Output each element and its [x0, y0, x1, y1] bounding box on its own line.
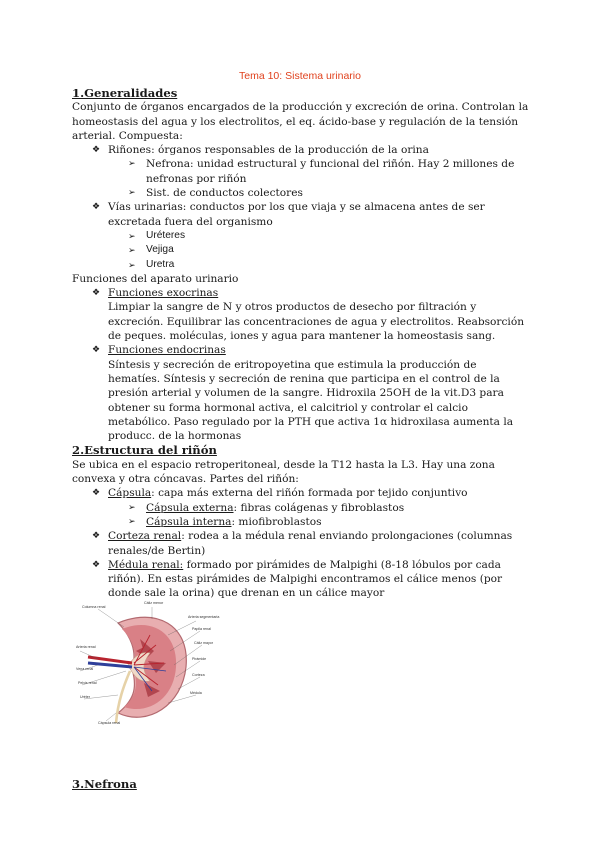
exocrinas-text: Limpiar la sangre de N y otros productos de desecho por filtración y excreción. Equilibrar las concentraciones de agua y electrolitos. Reabsorción de peques. moléculas, iones y agua para mantener la homeostasis sang.: [108, 301, 525, 343]
list-item: [72, 343, 532, 357]
diamond-bullet-icon: ❖: [92, 288, 101, 299]
list-item: [72, 258, 532, 272]
figure-label: Vena renal: [76, 666, 94, 671]
diamond-bullet-icon: ❖: [92, 202, 101, 213]
list-item: [72, 486, 532, 500]
arrow-bullet-icon: ➢: [128, 245, 136, 256]
figure-label: Arteria segmentaria: [188, 614, 220, 619]
diamond-bullet-icon: ❖: [92, 145, 101, 156]
figure-label: Cáliz menor: [144, 600, 164, 605]
figure-label: Pelvis renal: [78, 680, 97, 685]
endocrinas-label: Funciones endocrinas: [108, 344, 226, 357]
section-1-heading: 1.Generalidades: [72, 86, 178, 100]
vias-urinarias-text: Vías urinarias: conductos por los que viaja y se almacena antes de ser excretada fuera del organismo: [108, 201, 485, 228]
rinones-text: Riñones: órganos responsables de la producción de la orina: [108, 144, 429, 157]
arrow-bullet-icon: ➢: [128, 516, 136, 527]
section-2-intro: Se ubica en el espacio retroperitoneal, desde la T12 hasta la L3. Hay una zona convexa y otra cóncavas. Partes del riñón:: [72, 458, 495, 486]
arrow-bullet-icon: ➢: [128, 259, 136, 270]
diamond-bullet-icon: ❖: [92, 345, 101, 356]
arrow-bullet-icon: ➢: [128, 188, 136, 199]
spacer: [72, 729, 532, 777]
capsula-text: : capa más externa del riñón formada por tejido conjuntivo: [151, 487, 468, 500]
capsula-externa-text: : fibras colágenas y fibroblastos: [233, 501, 405, 514]
capsula-label: Cápsula: [108, 487, 152, 500]
figure-label: Uréter: [80, 694, 90, 699]
figure-label: Papila renal: [192, 626, 211, 631]
section-1-intro: Conjunto de órganos encargados de la producción y excreción de orina. Controlan la homeostasis del agua y los electrolitos, el eq. ácido-base y regulación de la tensión arterial. Compuesta:: [72, 101, 529, 142]
colectores-text: Sist. de conductos colectores: [146, 187, 303, 200]
list-item: [72, 501, 532, 515]
figure-label: Corteza: [192, 672, 205, 677]
list-item: [72, 243, 532, 257]
medula-text: formado por pirámides de Malpighi (8-18 lóbulos por cada riñón). En estas pirámides de Malpighi encontramos el cálice menos (por donde sale la orina) que drenan en un cálice mayor: [108, 558, 503, 600]
vejiga-text: Vejiga: [146, 244, 174, 256]
corteza-label: Corteza renal: [108, 530, 182, 543]
section-3-heading: 3.Nefrona: [72, 776, 137, 791]
kidney-illustration: [78, 605, 228, 729]
figure-label: Cápsula renal: [98, 720, 121, 725]
list-item: [72, 286, 532, 300]
section-2-heading: 2.Estructura del riñón: [72, 443, 217, 458]
exocrinas-label: Funciones exocrinas: [108, 287, 219, 300]
capsula-externa-label: Cápsula externa: [146, 501, 234, 514]
list-item: [72, 558, 532, 601]
list-item: [72, 229, 532, 243]
nefrona-text: Nefrona: unidad estructural y funcional del riñón. Hay 2 millones de nefronas por riñón: [146, 158, 515, 185]
figure-label: Cáliz mayor: [194, 640, 213, 645]
arrow-bullet-icon: ➢: [128, 159, 136, 170]
list-item: [72, 200, 532, 229]
diamond-bullet-icon: ❖: [92, 488, 101, 499]
funciones-heading: Funciones del aparato urinario: [72, 272, 239, 285]
figure-label: Columna renal: [82, 604, 106, 609]
figure-label: Arteria renal: [76, 644, 96, 649]
kidney-figure: [76, 600, 228, 729]
figure-label: Pirámide: [192, 656, 207, 661]
document-body: [72, 86, 532, 791]
figure-label: Médula: [190, 690, 202, 695]
capsula-interna-text: : miofibroblastos: [231, 515, 322, 528]
arrow-bullet-icon: ➢: [128, 502, 136, 513]
page-title: Tema 10: Sistema urinario: [239, 70, 361, 82]
capsula-interna-label: Cápsula interna: [146, 515, 232, 528]
diamond-bullet-icon: ❖: [92, 531, 101, 542]
list-item: [72, 157, 532, 186]
medula-label: Médula renal:: [108, 558, 184, 571]
list-item: [72, 143, 532, 157]
list-item: [72, 515, 532, 529]
uretra-text: Uretra: [146, 258, 175, 270]
list-item: [72, 186, 532, 200]
list-item: [72, 529, 532, 558]
corteza-text: : rodea a la médula renal enviando prolongaciones (columnas renales/de Bertin): [108, 530, 513, 557]
ureteres-text: Uréteres: [146, 229, 186, 241]
arrow-bullet-icon: ➢: [128, 230, 136, 241]
endocrinas-text: Síntesis y secreción de eritropoyetina que estimula la producción de hematíes. Síntesis y secreción de renina que participa en el control de la presión arterial y volumen de la sangre. Hidroxila 25OH de la vit.D3 para obtener su forma hormonal activa, el calcitriol y controlar el calcio metabólico. Paso regulado por la PTH que activa 1α hidroxilasa aumenta la producc. de la hormonas: [108, 358, 514, 443]
diamond-bullet-icon: ❖: [92, 559, 101, 570]
